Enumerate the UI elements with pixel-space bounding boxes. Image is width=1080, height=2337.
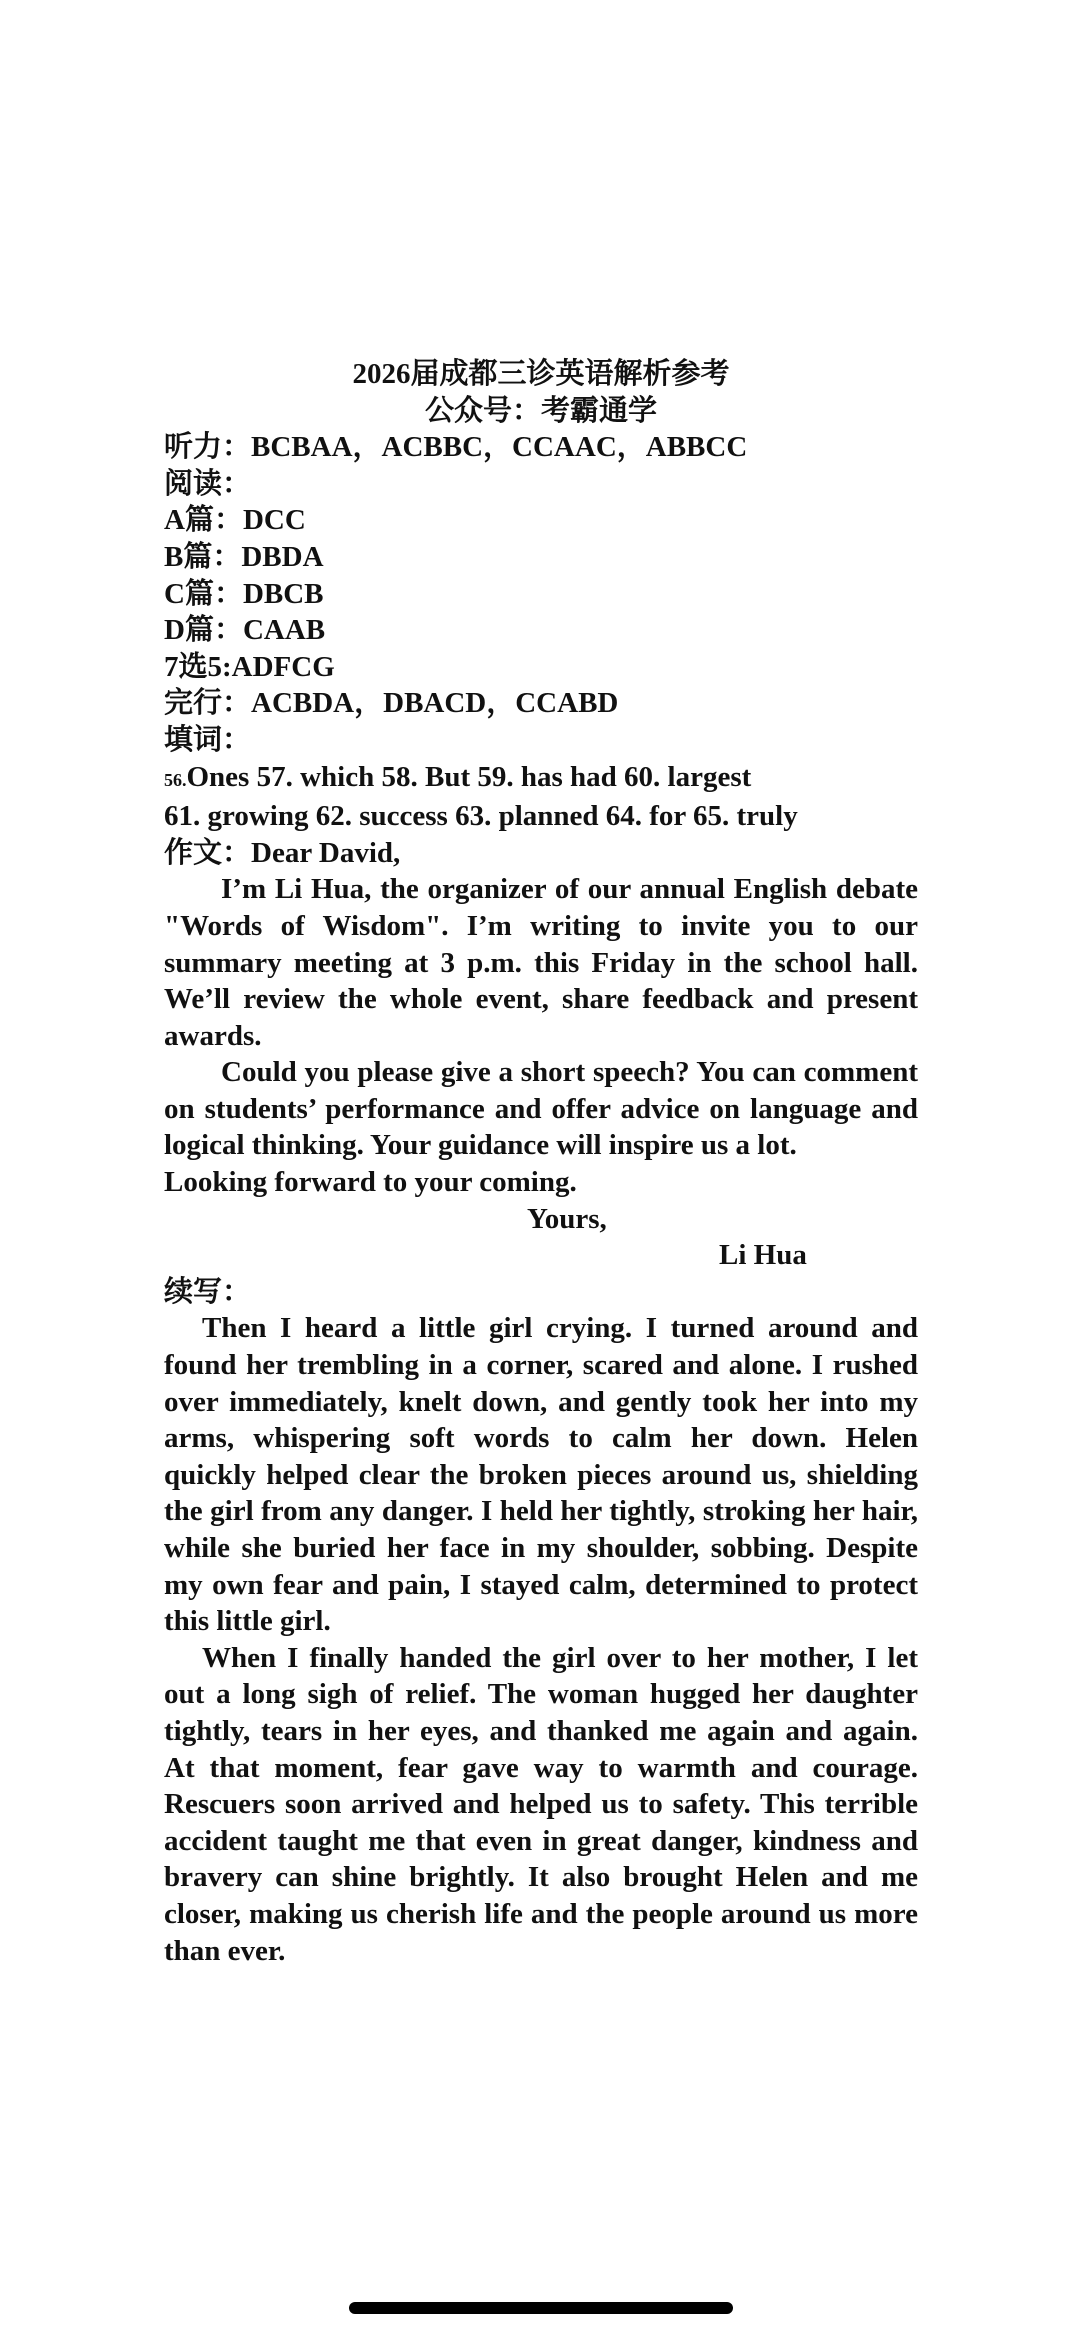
answer-key-content [164, 356, 918, 1969]
reading-section-a: A篇：DCC [164, 504, 306, 537]
writing-label: 作文： [164, 836, 252, 869]
listening-values: BCBAA，ACBBC，CCAAC，ABBCC [251, 431, 748, 464]
page-subtitle: 公众号：考霸通学 [424, 394, 657, 427]
listening-label: 听力： [164, 431, 252, 464]
reading-section-d: D篇：CAAB [164, 614, 326, 647]
reading-section-c: C篇：DBCB [164, 577, 324, 610]
cloze-values: ACBDA，DBACD，CCABD [251, 687, 619, 720]
cloze-answers [164, 685, 918, 722]
seven-choose-five-answers: 7选5:ADFCG [164, 650, 335, 683]
listening-answers [164, 429, 918, 466]
home-indicator[interactable] [349, 2302, 733, 2314]
continuation-paragraph-1: Then I heard a little girl crying. I turned around and found her trembling in a corner, scared and alone. I rushed over immediately, knelt down, and gently took her into my arms, whispering soft words to calm her down. Helen quickly helped clear the broken pieces around us, shielding the girl from any danger. I held her tightly, stroking her hair, while she buried her face in my shoulder, sobbing. Despite my own fear and pain, I stayed calm, determined to protect this little girl. [164, 1312, 918, 1638]
fill-answers-line-1: 56.Ones 57. which 58. But 59. has had 60. largest [164, 760, 752, 793]
reading-section-b: B篇：DBDA [164, 540, 324, 573]
continuation-paragraph-2: When I finally handed the girl over to her mother, I let out a long sigh of relief. The woman hugged her daughter tightly, tears in her eyes, and thanked me again and again. At that moment, fear gave way to warmth and courage. Rescuers soon arrived and helped us to safety. This terrible accident taught me that even in great danger, kindness and bravery can shine brightly. It also brought Helen and me closer, making us cherish life and the people around us more than ever. [164, 1641, 918, 1967]
page-title: 2026届成都三诊英语解析参考 [352, 358, 730, 390]
writing-sign-off: Yours, [527, 1202, 607, 1235]
writing-signature: Li Hua [719, 1239, 807, 1272]
fill-answers-line-2: 61. growing 62. success 63. planned 64. for 65. truly [164, 800, 798, 833]
writing-paragraph-1: I’m Li Hua, the organizer of our annual English debate "Words of Wisdom". I’m writing to invite you to our summary meeting at 3 p.m. this Friday in the school hall. We’ll review the whole event, share feedback and present awards. [164, 873, 918, 1052]
fill-first-number: 56. [164, 769, 187, 790]
writing-heading [164, 835, 918, 872]
continuation-label: 续写： [164, 1275, 252, 1308]
reading-label: 阅读： [164, 467, 252, 500]
fill-label: 填词： [164, 723, 252, 756]
writing-paragraph-2: Could you please give a short speech? You can comment on students’ performance and offer advice on language and logical thinking. Your guidance will inspire us a lot. [164, 1056, 918, 1162]
writing-closing-line: Looking forward to your coming. [164, 1166, 577, 1199]
writing-salutation: Dear David, [251, 836, 401, 869]
cloze-label: 完行： [164, 687, 252, 720]
